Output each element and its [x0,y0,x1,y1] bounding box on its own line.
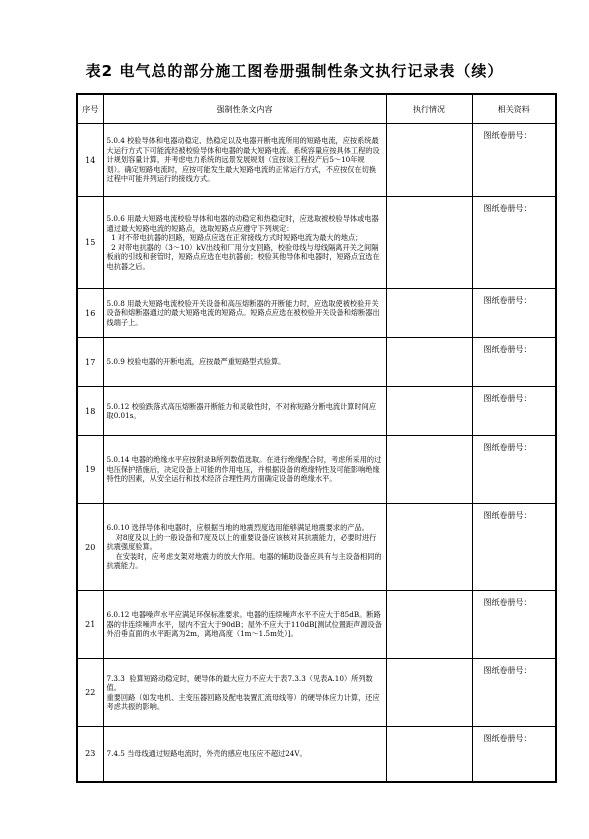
row-number: 22 [77,659,103,727]
table-row [77,124,556,197]
execution-cell[interactable] [386,124,472,197]
clause-text: 5.0.12 校验跌落式高压熔断器开断能力和灵敏性时，不对称短路分断电流计算时间应取0.01s。 [103,387,386,436]
row-number: 23 [77,727,103,782]
reference-cell: 图纸卷册号： [472,289,556,338]
row-number: 21 [77,591,103,659]
clause-text: 6.0.10 选择导体和电器时，应根据当地的地震烈度选用能够满足地震要求的产品。 对8度及以上的一般设备和7度及以上的重要设备应该核对其抗震能力，必要时进行抗震强度验算。 在安装时，应考虑支架对地震力的放大作用。电器的辅助设备应具有与主设备相同的抗震能力。 [103,504,386,591]
header-no: 序号 [77,94,103,124]
reference-cell: 图纸卷册号： [472,436,556,504]
table-header-row [77,94,556,124]
execution-cell[interactable] [386,436,472,504]
table-row [77,659,556,727]
row-number: 14 [77,124,103,197]
execution-cell[interactable] [386,289,472,338]
row-number: 18 [77,387,103,436]
table-row [77,338,556,387]
table-row [77,387,556,436]
execution-cell[interactable] [386,338,472,387]
clause-text: 5.0.8 用最大短路电流校验开关设备和高压熔断器的开断能力时，应选取使被校验开关设备和熔断器通过的最大短路电流的短路点。短路点应选在被校验开关设备和熔断器出线端子上。 [103,289,386,338]
row-number: 20 [77,504,103,591]
page-title: 表2 电气总的部分施工图卷册强制性条文执行记录表（续） [85,62,504,80]
execution-cell[interactable] [386,504,472,591]
table-row [77,504,556,591]
table-row [77,289,556,338]
row-number: 19 [77,436,103,504]
execution-cell[interactable] [386,197,472,289]
clause-text: 5.0.4 校验导体和电器动稳定、热稳定以及电器开断电流所用的短路电流，应按系统最大运行方式下可能流经被校验导体和电器的最大短路电流。系统容量应按具体工程的设计规划容量计算，并考虑电力系统的远景发展规划（宜按该工程投产后5～10年规划）。确定短路电流时，应按可能发生最大短路电流的正常运行方式，不应按仅在切换过程中可能并列运行的接线方式。 [103,124,386,197]
row-number: 15 [77,197,103,289]
clause-text: 5.0.9 校验电器的开断电流，应按最严重短路型式验算。 [103,338,386,387]
header-exec: 执行情况 [386,94,472,124]
clause-text: 6.0.12 电器噪声水平应满足环保标准要求。电器的连续噪声水平不应大于85dB。断路器的非连续噪声水平，屋内不宜大于90dB；屋外不应大于110dB[测试位置距声源设备外沿垂直面的水平距离为2m，离地高度（1m～1.5m处）]。 [103,591,386,659]
clause-text: 5.0.6 用最大短路电流校验导体和电器的动稳定和热稳定时，应选取被校验导体或电器通过最大短路电流的短路点，选取短路点应遵守下列规定： 1 对不带电抗器的回路，短路点应选在正常接线方式时短路电流为最大的地点； 2 对带电抗器的（3～10）kV出线和厂用分支回路，校验母线与母线隔离开关之间隔板前的引线和套管时，短路点应选在电抗器前；校验其他导体和电器时，短路点宜选在电抗器之后。 [103,197,386,289]
table-row [77,197,556,289]
execution-cell[interactable] [386,659,472,727]
reference-cell: 图纸卷册号： [472,387,556,436]
reference-cell: 图纸卷册号： [472,659,556,727]
execution-cell[interactable] [386,591,472,659]
table-row [77,436,556,504]
header-content: 强制性条文内容 [103,94,386,124]
reference-cell: 图纸卷册号： [472,124,556,197]
compliance-table [76,93,557,783]
clause-text: 7.4.5 当母线通过短路电流时，外壳的感应电压应不超过24V。 [103,727,386,782]
reference-cell: 图纸卷册号： [472,197,556,289]
row-number: 17 [77,338,103,387]
clause-text: 7.3.3 验算短路动稳定时，硬导体的最大应力不应大于表7.3.3（见表A.10）所列数值。 重要回路（如发电机、主变压器回路及配电装置汇流母线等）的硬导体应力计算，还应考虑共振的影响。 [103,659,386,727]
execution-cell[interactable] [386,727,472,782]
reference-cell: 图纸卷册号： [472,338,556,387]
clause-text: 5.0.14 电器的绝缘水平应按附录B所列数值选取。在进行绝缘配合时，考虑所采用的过电压保护措施后，决定设备上可能的作用电压，并根据设备的绝缘特性及可能影响绝缘特性的因素，从安全运行和技术经济合理性两方面确定设备的绝缘水平。 [103,436,386,504]
header-ref: 相关资料 [472,94,556,124]
table-row [77,727,556,782]
reference-cell: 图纸卷册号： [472,727,556,782]
reference-cell: 图纸卷册号： [472,504,556,591]
reference-cell: 图纸卷册号： [472,591,556,659]
table-row [77,591,556,659]
row-number: 16 [77,289,103,338]
execution-cell[interactable] [386,387,472,436]
